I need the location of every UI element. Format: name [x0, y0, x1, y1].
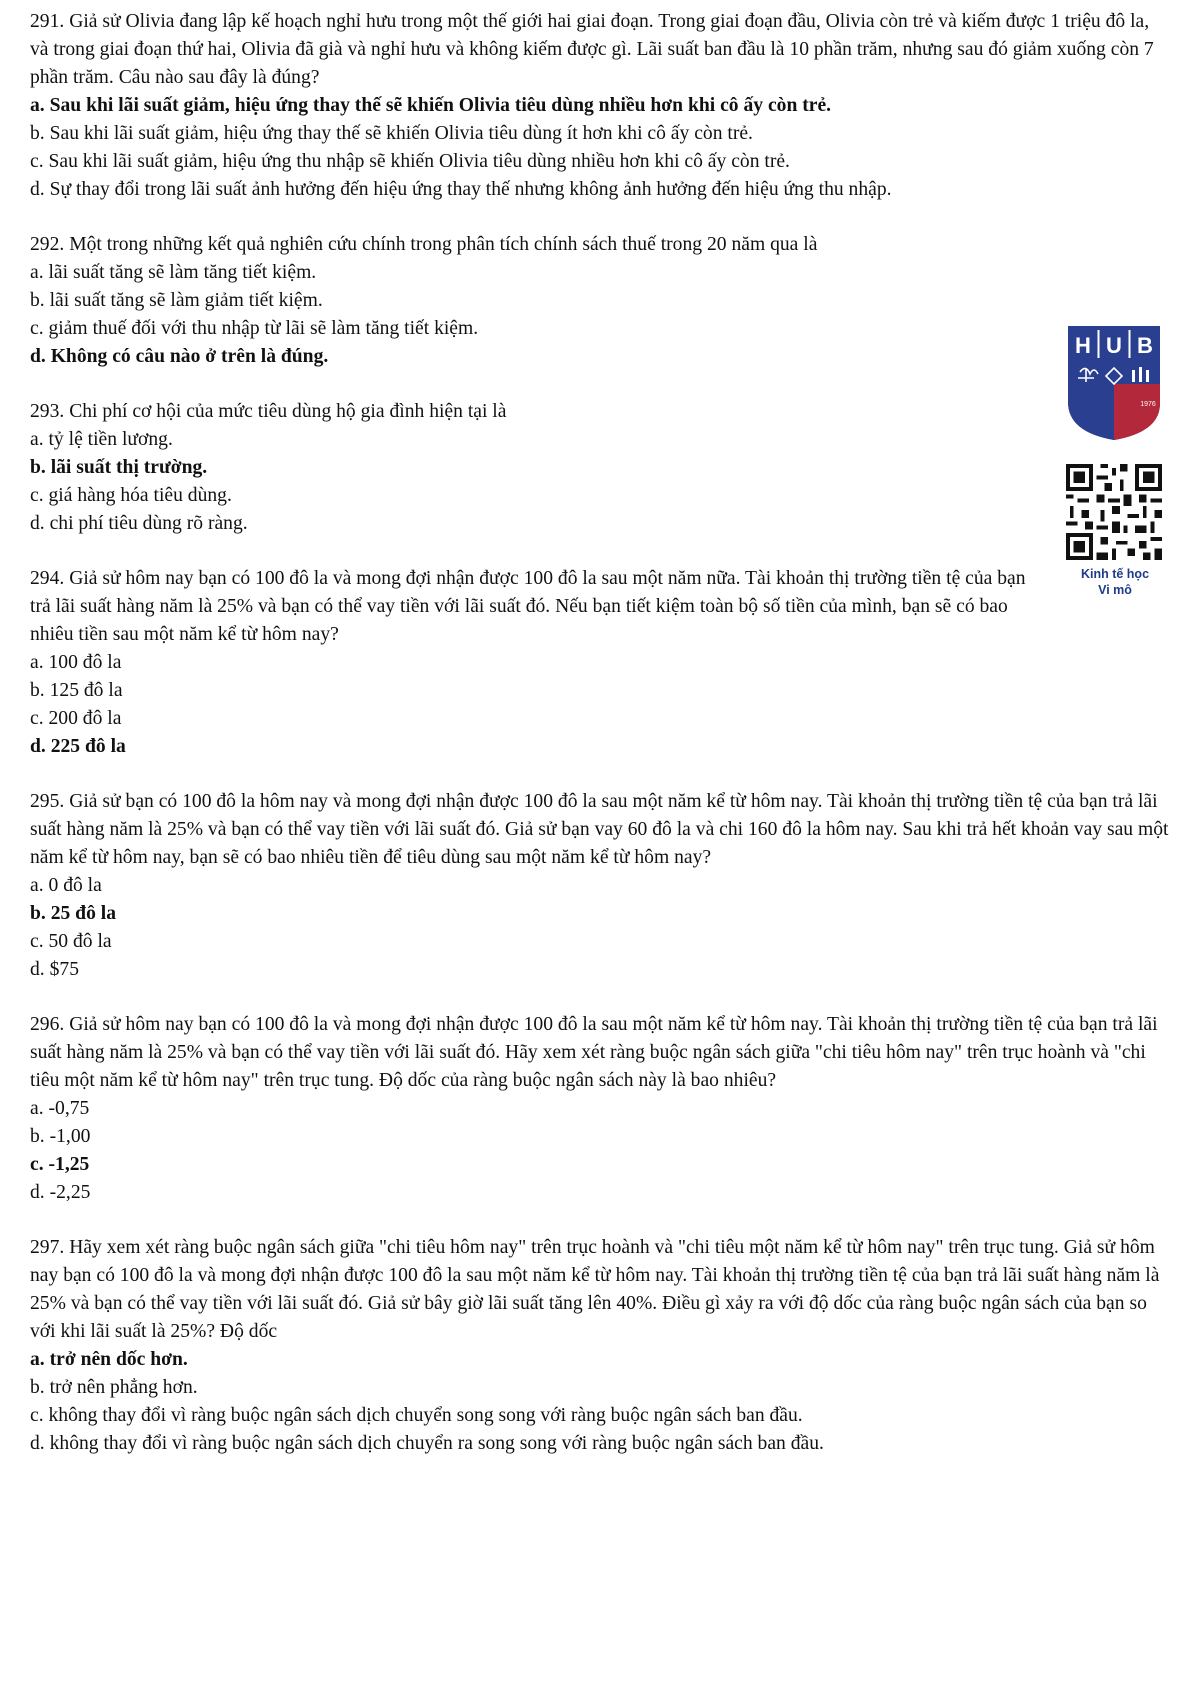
answer-option-c: c. Sau khi lãi suất giảm, hiệu ứng thu nhập sẽ khiến Olivia tiêu dùng nhiều hơn khi cô ấy còn trẻ. [30, 151, 790, 172]
answer-option-c: c. 50 đô la [30, 931, 112, 952]
answer-option-a-correct: a. trở nên dốc hơn. [30, 1349, 188, 1370]
question-stem: 293. Chi phí cơ hội của mức tiêu dùng hộ gia đình hiện tại là [30, 401, 507, 422]
question-stem: 295. Giả sử bạn có 100 đô la hôm nay và mong đợi nhận được 100 đô la sau một năm kể từ hôm nay. Tài khoản thị trường tiền tệ của bạn trả lãi suất hàng năm là 25% và bạn có thể vay tiền với lãi suất đó. Giả sử bạn vay 60 đô la và chi 160 đô la hôm nay. Sau khi trả hết khoản vay sau một năm kể từ hôm nay, bạn sẽ có bao nhiêu tiền để tiêu dùng sau một năm kể từ hôm nay? [30, 791, 1169, 868]
answer-option-d: d. không thay đổi vì ràng buộc ngân sách dịch chuyển ra song song với ràng buộc ngân sách ban đầu. [30, 1433, 824, 1454]
sidebar-branding [1063, 324, 1173, 598]
answer-option-c: c. không thay đổi vì ràng buộc ngân sách dịch chuyển song song với ràng buộc ngân sách ban đầu. [30, 1405, 803, 1426]
answer-option-c: c. 200 đô la [30, 708, 122, 729]
question-292 [30, 231, 1030, 371]
answer-option-b: b. Sau khi lãi suất giảm, hiệu ứng thay thế sẽ khiến Olivia tiêu dùng ít hơn khi cô ấy còn trẻ. [30, 123, 753, 144]
answer-option-a: a. 0 đô la [30, 875, 102, 896]
question-stem: 291. Giả sử Olivia đang lập kế hoạch nghỉ hưu trong một thế giới hai giai đoạn. Trong giai đoạn đầu, Olivia còn trẻ và kiếm được 1 triệu đô la, và trong giai đoạn thứ hai, Olivia đã già và nghỉ hưu và không kiếm được gì. Lãi suất ban đầu là 10 phần trăm, nhưng sau đó giảm xuống còn 7 phần trăm. Câu nào sau đây là đúng? [30, 11, 1154, 88]
document-page [30, 8, 1170, 1485]
answer-option-b: b. lãi suất tăng sẽ làm giảm tiết kiệm. [30, 290, 323, 311]
question-297 [30, 1234, 1170, 1458]
course-caption [1063, 566, 1167, 598]
answer-option-b: b. trở nên phẳng hơn. [30, 1377, 198, 1398]
answer-option-c: c. giá hàng hóa tiêu dùng. [30, 485, 232, 506]
answer-option-d: d. Sự thay đổi trong lãi suất ảnh hưởng đến hiệu ứng thay thế nhưng không ảnh hưởng đến hiệu ứng thu nhập. [30, 179, 892, 200]
logo-year: 1976 [1140, 401, 1156, 408]
answer-option-d: d. $75 [30, 959, 79, 980]
question-294 [30, 565, 1170, 761]
qr-code-icon [1066, 464, 1162, 560]
answer-option-d-correct: d. Không có câu nào ở trên là đúng. [30, 346, 329, 367]
answer-option-d: d. chi phí tiêu dùng rõ ràng. [30, 513, 248, 534]
answer-option-a-correct: a. Sau khi lãi suất giảm, hiệu ứng thay thế sẽ khiến Olivia tiêu dùng nhiều hơn khi cô ấy còn trẻ. [30, 95, 832, 116]
question-stem: 294. Giả sử hôm nay bạn có 100 đô la và mong đợi nhận được 100 đô la sau một năm nữa. Tài khoản thị trường tiền tệ của bạn trả lãi suất hàng năm là 25% và bạn có thể vay tiền với lãi suất đó. Nếu bạn tiết kiệm toàn bộ số tiền của mình, bạn sẽ có bao nhiêu tiền sau một năm kể từ hôm nay? [30, 568, 1026, 645]
answer-option-c-correct: c. -1,25 [30, 1154, 90, 1175]
question-291 [30, 8, 1170, 204]
answer-option-a: a. 100 đô la [30, 652, 122, 673]
answer-option-d: d. -2,25 [30, 1182, 91, 1203]
logo-letter-u: U [1106, 333, 1122, 358]
question-293 [30, 398, 1030, 538]
question-stem: 297. Hãy xem xét ràng buộc ngân sách giữa "chi tiêu hôm nay" trên trục hoành và "chi tiêu một năm kể từ hôm nay" trên trục tung. Giả sử hôm nay bạn có 100 đô la và mong đợi nhận được 100 đô la sau một năm kể từ hôm nay. Tài khoản thị trường tiền tệ của bạn trả lãi suất hàng năm là 25% và bạn có thể vay tiền với lãi suất đó. Giả sử bây giờ lãi suất tăng lên 40%. Điều gì xảy ra với độ dốc của ràng buộc ngân sách của bạn so với khi lãi suất là 25%? Độ dốc [30, 1237, 1160, 1342]
question-stem: 296. Giả sử hôm nay bạn có 100 đô la và mong đợi nhận được 100 đô la sau một năm kể từ hôm nay. Tài khoản thị trường tiền tệ của bạn trả lãi suất hàng năm là 25% và bạn có thể vay tiền với lãi suất đó. Hãy xem xét ràng buộc ngân sách giữa "chi tiêu hôm nay" trên trục hoành và "chi tiêu một năm kể từ hôm nay" trên trục tung. Độ dốc của ràng buộc ngân sách này là bao nhiêu? [30, 1014, 1158, 1091]
question-296 [30, 1011, 1170, 1207]
logo-letter-h: H [1075, 333, 1091, 358]
answer-option-b-correct: b. 25 đô la [30, 903, 117, 924]
caption-line-2: Vi mô [1098, 583, 1132, 597]
hub-logo [1066, 324, 1162, 442]
answer-option-b: b. 125 đô la [30, 680, 123, 701]
caption-line-1: Kinh tế học [1080, 567, 1150, 581]
answer-option-c: c. giảm thuế đối với thu nhập từ lãi sẽ làm tăng tiết kiệm. [30, 318, 479, 339]
answer-option-a: a. tỷ lệ tiền lương. [30, 429, 173, 450]
question-295 [30, 788, 1170, 984]
answer-option-d-correct: d. 225 đô la [30, 736, 126, 757]
logo-letter-b: B [1137, 333, 1153, 358]
answer-option-a: a. lãi suất tăng sẽ làm tăng tiết kiệm. [30, 262, 317, 283]
answer-option-b-correct: b. lãi suất thị trường. [30, 457, 208, 478]
question-stem: 292. Một trong những kết quả nghiên cứu chính trong phân tích chính sách thuế trong 20 năm qua là [30, 234, 818, 255]
answer-option-b: b. -1,00 [30, 1126, 91, 1147]
answer-option-a: a. -0,75 [30, 1098, 90, 1119]
